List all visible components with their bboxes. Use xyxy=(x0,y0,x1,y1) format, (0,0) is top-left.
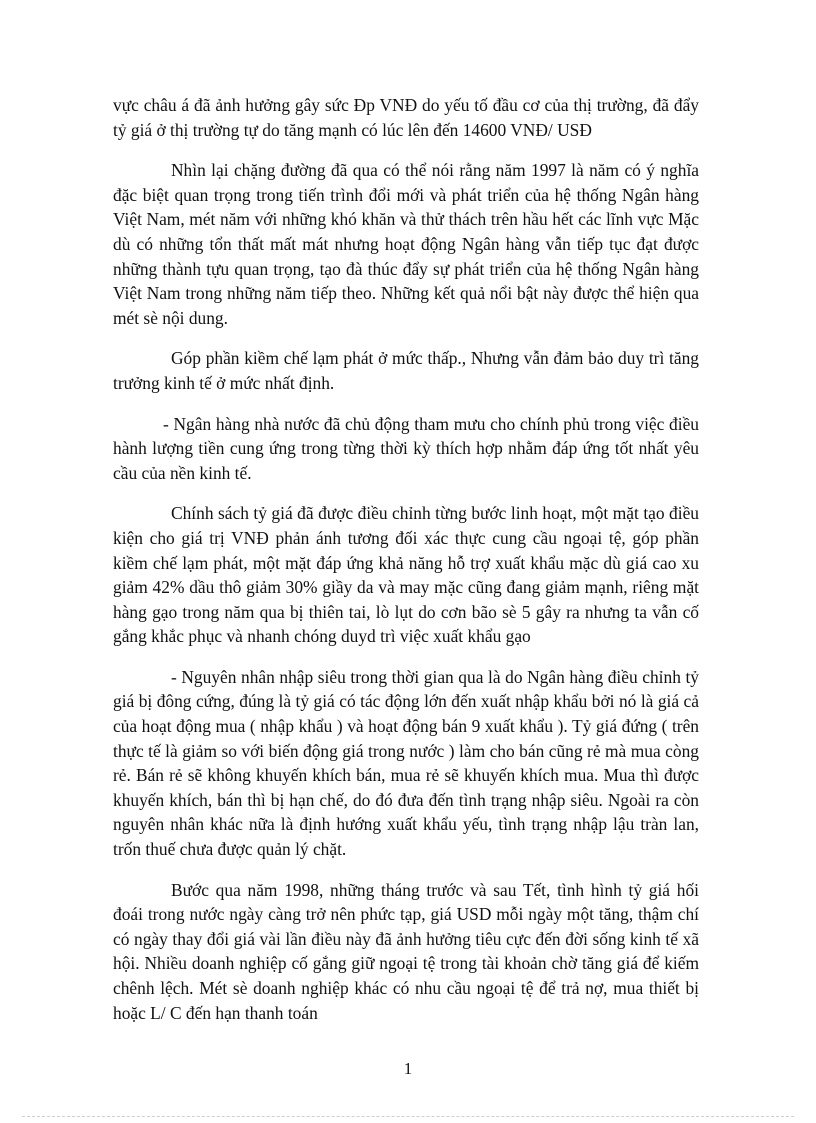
document-body xyxy=(113,93,699,1041)
paragraph-6-bullet: - Nguyên nhân nhập siêu trong thời gian qua là do Ngân hàng điều chỉnh tỷ giá bị đông cứng, đúng là tỷ giá có tác động lớn đến xuất nhập khẩu bởi nó là giá cả của hoạt động mua ( nhập khẩu ) và hoạt động bán 9 xuất khẩu ). Tỷ giá đứng ( trên thực tế là giảm so với biến động giá trong nước ) làm cho bán cũng rẻ mà mua còng rẻ. Bán rẻ sẽ không khuyến khích bán, mua rẻ sẽ khuyến khích mua. Mua thì được khuyến khích, bán thì bị hạn chế, do đó đưa đến tình trạng nhập siêu. Ngoài ra còn nguyên nhân khác nữa là định hướng xuất khẩu yếu, tình trạng nhập lậu tràn lan, trốn thuế chưa được quản lý chặt. xyxy=(113,666,699,860)
paragraph-5: Chính sách tỷ giá đã được điều chỉnh từng bước linh hoạt, một mặt tạo điều kiện cho giá trị VNĐ phản ánh tương đối xác thực cung cầu ngoại tệ, góp phần kiềm chế lạm phát, một mặt đáp ứng khả năng hỗ trợ xuất khẩu mặc dù giá cao xu giảm 42% dầu thô giảm 30% giầy da và may mặc cũng đang giảm mạnh, riêng mặt hàng gạo trong năm qua bị thiên tai, lò lụt do cơn bão sè 5 gây ra nhưng ta vẫn cố gắng khắc phục và nhanh chóng duyd trì việc xuất khẩu gạo xyxy=(113,503,699,647)
paragraph-3: Góp phần kiềm chế lạm phát ở mức thấp., Nhưng vẫn đảm bảo duy trì tăng trưởng kinh tế ở mức nhất định. xyxy=(113,348,699,393)
page-number: 1 xyxy=(403,1059,413,1078)
paragraph-4-bullet: - Ngân hàng nhà nước đã chủ động tham mưu cho chính phủ trong việc điều hành lượng tiền cung ứng trong từng thời kỳ thích hợp nhằm đáp ứng tốt nhất yêu cầu của nền kinh tế. xyxy=(113,413,699,483)
paragraph-2: Nhìn lại chặng đường đã qua có thể nói rằng năm 1997 là năm có ý nghĩa đặc biệt quan trọng trong tiến trình đổi mới và phát triển của hệ thống Ngân hàng Việt Nam, mét năm với những khó khăn và thử thách trên hầu hết các lĩnh vực Mặc dù có những tổn thất mất mát nhưng hoạt động Ngân hàng vẫn tiếp tục đạt được những thành tựu quan trọng, tạo đà thúc đẩy sự phát triển của hệ thống Ngân hàng Việt Nam trong những năm tiếp theo. Những kết quả nổi bật này được thể hiện qua mét sè nội dung. xyxy=(113,160,699,328)
paragraph-7: Bước qua năm 1998, những tháng trước và sau Tết, tình hình tỷ giá hối đoái trong nước ngày càng trở nên phức tạp, giá USD mỗi ngày một tăng, thậm chí có ngày thay đổi giá vài lần điều này đã ảnh hưởng tiêu cực đến đời sống kinh tế xã hội. Nhiều doanh nghiệp cố gắng giữ ngoại tệ trong tài khoản chờ tăng giá để kiếm chênh lệch. Mét sè doanh nghiệp khác có nhu cầu ngoại tệ để trả nợ, mua thiết bị hoặc L/ C đến hạn thanh toán xyxy=(113,879,699,1023)
page-bottom-divider xyxy=(22,1116,794,1117)
paragraph-1: vực châu á đã ảnh hưởng gây sức Ðp VNĐ do yếu tố đầu cơ của thị trường, đã đẩy tỷ giá ở thị trường tự do tăng mạnh có lúc lên đến 14600 VNĐ/ USĐ xyxy=(113,95,699,140)
